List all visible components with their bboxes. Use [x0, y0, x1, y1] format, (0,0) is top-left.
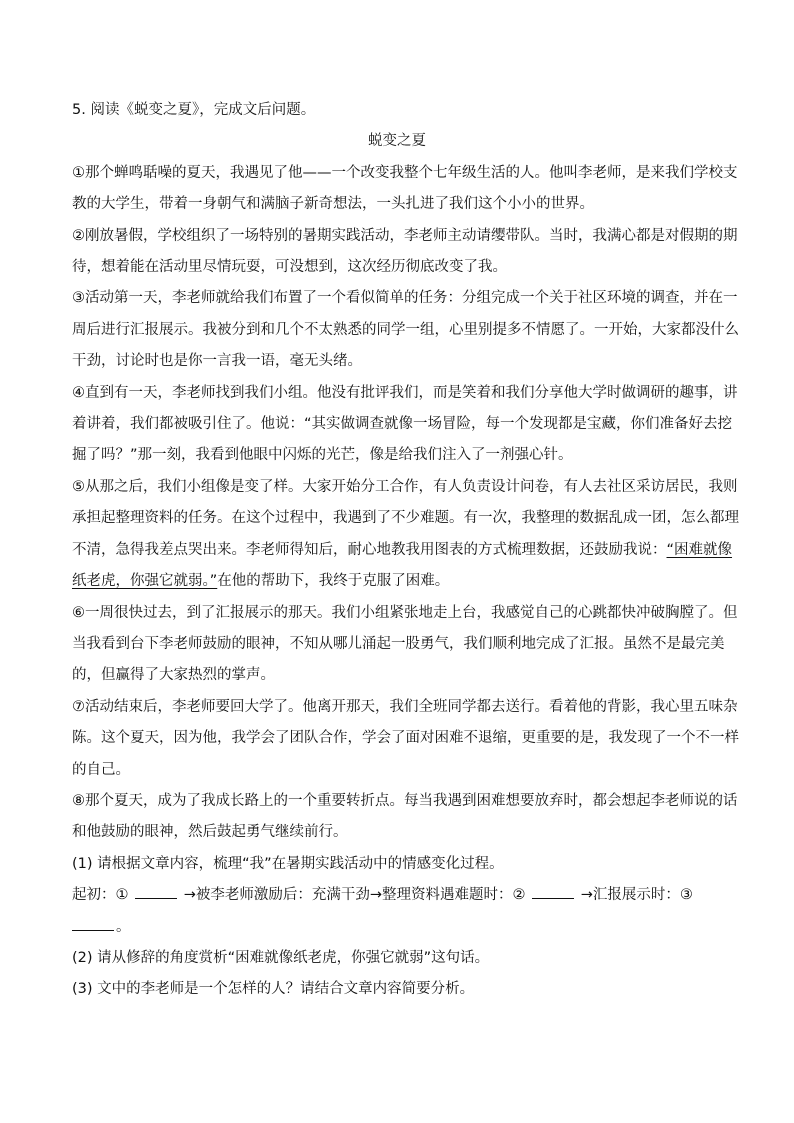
- answer-blank-3[interactable]: [72, 916, 114, 931]
- document-page: [72, 95, 739, 1006]
- paragraph-line: 教的大学生，带着一身朝气和满脑子新奇想法，一头扎进了我们这个小小的世界。: [72, 196, 594, 213]
- flow-text: 起初：①: [72, 887, 129, 904]
- answer-blank-1[interactable]: [135, 884, 177, 899]
- article-title: 蜕变之夏: [368, 133, 426, 150]
- paragraph-line: ②刚放暑假，学校组织了一场特别的暑期实践活动，李老师主动请缨带队。当时，我满心都是对假期的期: [72, 227, 738, 244]
- paragraph-line: ③活动第一天，李老师就给我们布置了一个看似简单的任务：分组完成一个关于社区环境的调查，并在一: [72, 290, 738, 307]
- line-text: 不清，急得我差点哭出来。李老师得知后，耐心地教我用图表的方式梳理数据，还鼓励我说：: [72, 541, 667, 558]
- answer-blank-2[interactable]: [532, 884, 574, 899]
- paragraph-line: 陈。这个夏天，因为他，我学会了团队合作，学会了面对困难不退缩，更重要的是，我发现了一个不一样: [72, 730, 739, 747]
- question-2: (2) 请从修辞的角度赏析“困难就像纸老虎，你强它就弱”这句话。: [72, 949, 490, 966]
- flow-line-continued: [72, 912, 722, 943]
- paragraph-line: 承担起整理资料的任务。在这个过程中，我遇到了不少难题。有一次，我整理的数据乱成一团，怎么都理: [72, 510, 739, 527]
- paragraph-line: 的，但赢得了大家热烈的掌声。: [72, 667, 275, 684]
- paragraph-line: [72, 535, 733, 566]
- paragraph-line: 待，想着能在活动里尽情玩耍，可没想到，这次经历彻底改变了我。: [72, 259, 507, 276]
- paragraph-line: 掘了吗？”那一刻，我看到他眼中闪烁的光芒，像是给我们注入了一剂强心针。: [72, 447, 573, 464]
- flow-end: 。: [116, 918, 131, 935]
- underlined-quote-start: “困难就像: [666, 541, 733, 558]
- paragraph-line: 周后进行汇报展示。我被分到和几个不太熟悉的同学一组，心里别提多不情愿了。一开始，大家都没什么: [72, 321, 739, 338]
- flow-text: →汇报展示时：③: [580, 887, 693, 904]
- question-3: (3) 文中的李老师是一个怎样的人？请结合文章内容简要分析。: [72, 981, 475, 998]
- paragraph-line: ①那个蝉鸣聒噪的夏天，我遇见了他——一个改变我整个七年级生活的人。他叫李老师，是来我们学校支: [72, 164, 738, 181]
- paragraph-line: 的自己。: [72, 761, 130, 778]
- flow-text: →被李老师激励后：充满干劲→整理资料遇难题时：②: [183, 887, 526, 904]
- paragraph-line: ⑦活动结束后，李老师要回大学了。他离开那天，我们全班同学都去送行。看着他的背影，我心里五味杂: [72, 698, 738, 715]
- paragraph-line: 干劲，讨论时也是你一言我一语，毫无头绪。: [72, 353, 362, 370]
- question-1: (1) 请根据文章内容，梳理“我”在暑期实践活动中的情感变化过程。: [72, 855, 504, 872]
- paragraph-line: ⑤从那之后，我们小组像是变了样。大家开始分工合作，有人负责设计问卷，有人去社区采访居民，我则: [72, 478, 738, 495]
- question-intro: 5. 阅读《蜕变之夏》，完成文后问题。: [72, 102, 316, 118]
- paragraph-line: [72, 566, 722, 597]
- underlined-quote-end: 纸老虎，你强它就弱。”: [72, 573, 218, 590]
- line-text: 在他的帮助下，我终于克服了困难。: [217, 573, 450, 590]
- paragraph-line: ④直到有一天，李老师找到我们小组。他没有批评我们，而是笑着和我们分享他大学时做调研的趣事，讲: [72, 384, 738, 401]
- flow-line: [72, 880, 722, 911]
- paragraph-line: 着讲着，我们都被吸引住了。他说：“其实做调查就像一场冒险，每一个发现都是宝藏，你们准备好去挖: [72, 416, 733, 433]
- paragraph-line: ⑧那个夏天，成为了我成长路上的一个重要转折点。每当我遇到困难想要放弃时，都会想起李老师说的话: [72, 792, 738, 809]
- paragraph-line: 当我看到台下李老师鼓励的眼神，不知从哪儿涌起一股勇气，我们顺利地完成了汇报。虽然不是最完美: [72, 635, 725, 652]
- paragraph-line: 和他鼓励的眼神，然后鼓起勇气继续前行。: [72, 824, 348, 841]
- paragraph-line: ⑥一周很快过去，到了汇报展示的那天。我们小组紧张地走上台，我感觉自己的心跳都快冲破胸膛了。但: [72, 604, 738, 621]
